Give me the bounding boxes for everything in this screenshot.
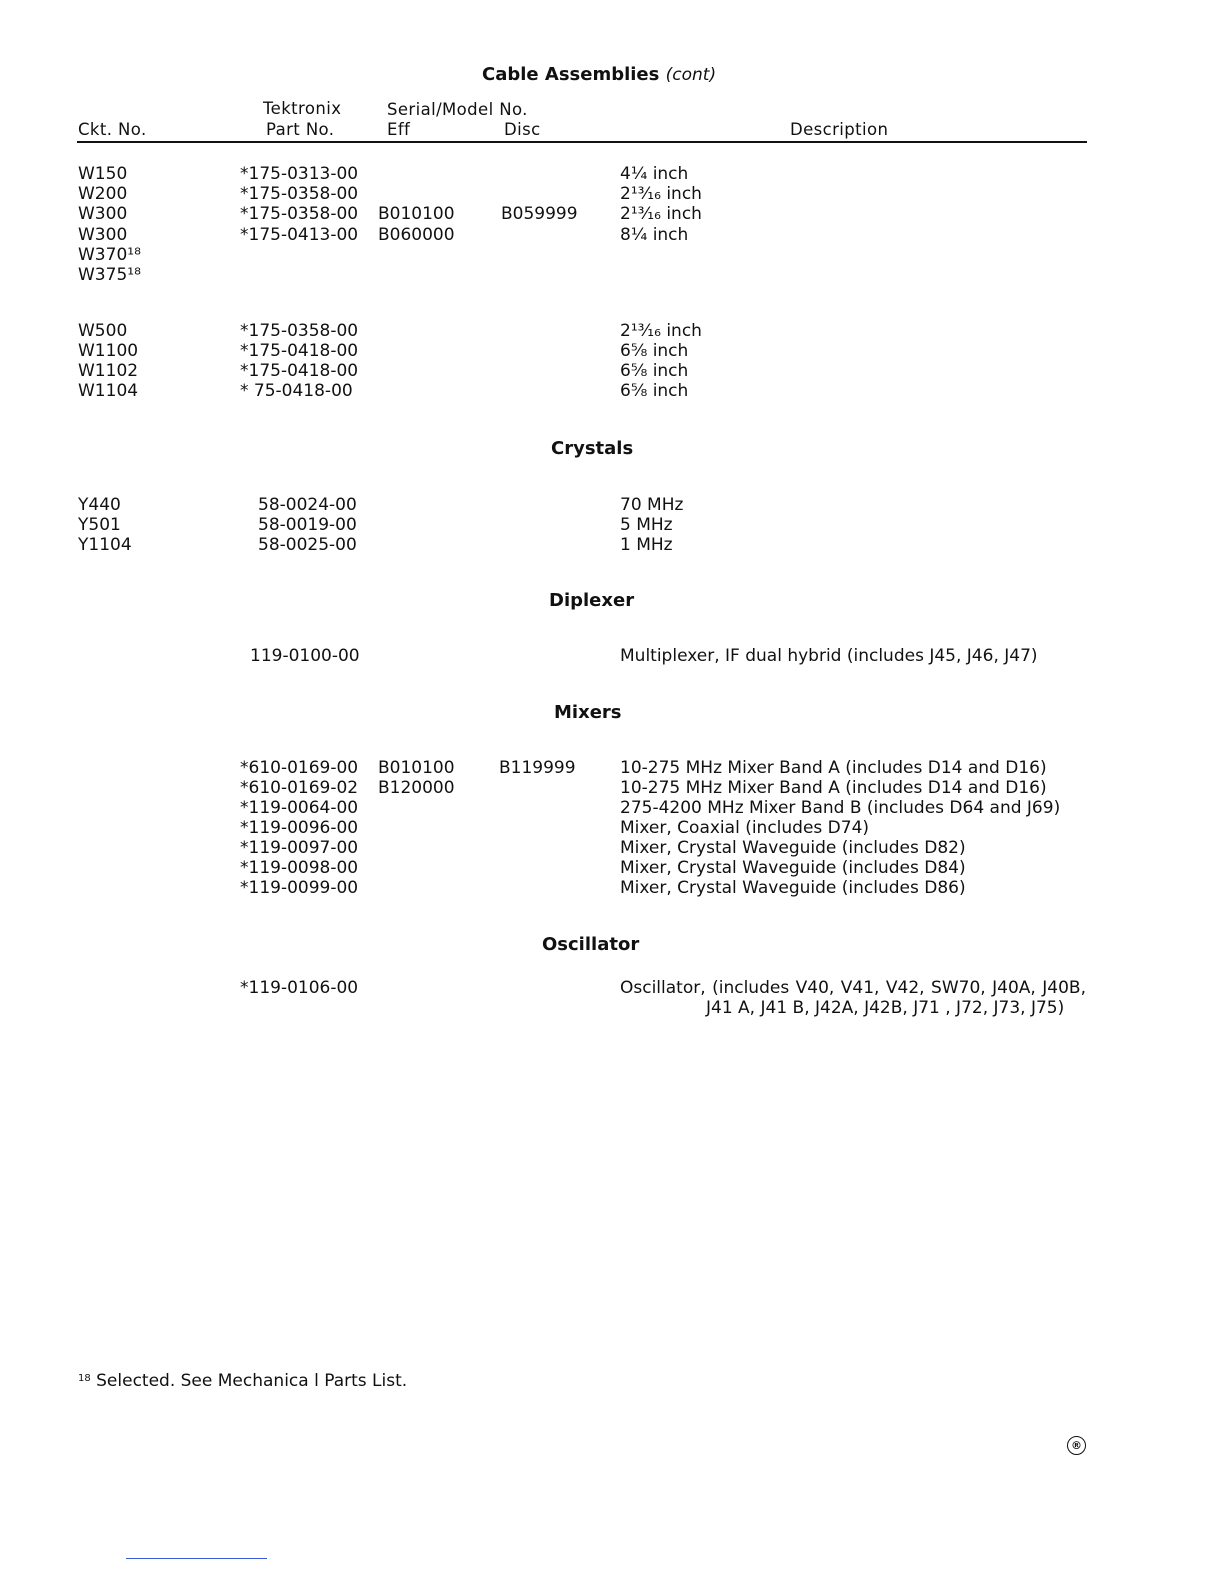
table-row-part: *610-0169-02 bbox=[240, 778, 359, 798]
table-row-ckt: W1100 bbox=[78, 341, 139, 361]
header-part: Part No. bbox=[266, 120, 335, 139]
table-row-ckt: W300 bbox=[78, 225, 128, 245]
table-row-part: *119-0064-00 bbox=[240, 798, 359, 818]
footnote-mark: 18 bbox=[78, 1373, 91, 1384]
table-row-desc: 6⁵⁄₈ inch bbox=[620, 361, 689, 381]
table-row-desc: 2¹³⁄₁₆ inch bbox=[620, 184, 702, 204]
table-row-ckt: W1102 bbox=[78, 361, 139, 381]
header-description: Description bbox=[790, 120, 889, 139]
table-row-desc: Mixer, Crystal Waveguide (includes D86) bbox=[620, 878, 966, 898]
header-disc: Disc bbox=[504, 120, 541, 139]
title-suffix: (cont) bbox=[665, 65, 717, 85]
header-eff: Eff bbox=[387, 120, 411, 139]
table-row-part: * 75-0418-00 bbox=[240, 381, 353, 401]
table-row-ckt: W150 bbox=[78, 164, 128, 184]
section-heading-oscillator: Oscillator bbox=[542, 934, 640, 955]
table-row-part: *119-0099-00 bbox=[240, 878, 359, 898]
table-row-desc: 1 MHz bbox=[620, 535, 673, 555]
table-row-part: *175-0418-00 bbox=[240, 361, 359, 381]
section-heading-crystals: Crystals bbox=[551, 438, 634, 459]
table-row-desc: 6⁵⁄₈ inch bbox=[620, 341, 689, 361]
table-row-desc: 10-275 MHz Mixer Band A (includes D14 and D16) bbox=[620, 778, 1047, 798]
table-row-part: 119-0100-00 bbox=[250, 646, 360, 666]
section-heading-diplexer: Diplexer bbox=[549, 590, 635, 611]
table-row-desc-line2: J41 A, J41 B, J42A, J42B, J71 , J72, J73, J75) bbox=[706, 998, 1065, 1018]
table-row-desc: 10-275 MHz Mixer Band A (includes D14 and D16) bbox=[620, 758, 1047, 778]
title-main: Cable Assemblies bbox=[482, 64, 660, 85]
table-row-disc: B059999 bbox=[501, 204, 578, 224]
table-row-ckt: W500 bbox=[78, 321, 128, 341]
header-tektronix: Tektronix bbox=[263, 99, 342, 118]
table-row-ckt: W1104 bbox=[78, 381, 139, 401]
table-row-ckt: W200 bbox=[78, 184, 128, 204]
table-row-desc: 2¹³⁄₁₆ inch bbox=[620, 204, 702, 224]
table-row-ckt: W375¹⁸ bbox=[78, 265, 141, 285]
table-row-part: *610-0169-00 bbox=[240, 758, 359, 778]
table-row-desc: 5 MHz bbox=[620, 515, 673, 535]
table-row-eff: B010100 bbox=[378, 758, 455, 778]
table-row-desc: 8¹⁄₄ inch bbox=[620, 225, 689, 245]
table-row-part: *175-0418-00 bbox=[240, 341, 359, 361]
table-row-desc: 70 MHz bbox=[620, 495, 684, 515]
table-row-ckt: Y440 bbox=[78, 495, 121, 515]
table-row-desc: 6⁵⁄₈ inch bbox=[620, 381, 689, 401]
table-row-desc: Mixer, Crystal Waveguide (includes D82) bbox=[620, 838, 966, 858]
table-row-part: 58-0024-00 bbox=[258, 495, 357, 515]
table-row-eff: B120000 bbox=[378, 778, 455, 798]
footnote-text: Selected. See Mechanica l Parts List. bbox=[96, 1371, 408, 1391]
table-row-disc: B119999 bbox=[499, 758, 576, 778]
registered-mark-icon: ® bbox=[1067, 1436, 1086, 1455]
table-row-eff: B060000 bbox=[378, 225, 455, 245]
table-row-part: *119-0097-00 bbox=[240, 838, 359, 858]
header-serial: Serial/Model No. bbox=[387, 100, 528, 119]
table-row-ckt: W300 bbox=[78, 204, 128, 224]
table-row-part: 58-0019-00 bbox=[258, 515, 357, 535]
table-row-eff: B010100 bbox=[378, 204, 455, 224]
table-row-part: *119-0098-00 bbox=[240, 858, 359, 878]
table-row-part: *175-0358-00 bbox=[240, 184, 359, 204]
table-row-ckt: Y501 bbox=[78, 515, 121, 535]
table-row-desc: Mixer, Crystal Waveguide (includes D84) bbox=[620, 858, 966, 878]
table-row-part: *119-0096-00 bbox=[240, 818, 359, 838]
table-row-part: *175-0358-00 bbox=[240, 321, 359, 341]
table-row-desc: Mixer, Coaxial (includes D74) bbox=[620, 818, 870, 838]
bottom-divider bbox=[126, 1558, 267, 1559]
table-row-ckt: W370¹⁸ bbox=[78, 245, 141, 265]
section-heading-mixers: Mixers bbox=[554, 702, 622, 723]
header-ckt: Ckt. No. bbox=[78, 120, 147, 139]
footnote bbox=[78, 1371, 407, 1391]
table-row-part: *119-0106-00 bbox=[240, 978, 359, 998]
table-row-ckt: Y1104 bbox=[78, 535, 132, 555]
table-row-desc: 275-4200 MHz Mixer Band B (includes D64 and J69) bbox=[620, 798, 1061, 818]
table-row-part: *175-0358-00 bbox=[240, 204, 359, 224]
table-row-desc-line1: Oscillator, (includes V40, V41, V42, SW70, J40A, J40B, bbox=[620, 978, 1086, 998]
page-title bbox=[482, 64, 716, 85]
header-rule bbox=[77, 141, 1087, 143]
table-row-part: *175-0313-00 bbox=[240, 164, 359, 184]
table-row-desc: 4¹⁄₄ inch bbox=[620, 164, 689, 184]
table-row-desc: Multiplexer, IF dual hybrid (includes J45, J46, J47) bbox=[620, 646, 1038, 666]
table-row-desc: 2¹³⁄₁₆ inch bbox=[620, 321, 702, 341]
table-row-part: 58-0025-00 bbox=[258, 535, 357, 555]
table-row-part: *175-0413-00 bbox=[240, 225, 359, 245]
